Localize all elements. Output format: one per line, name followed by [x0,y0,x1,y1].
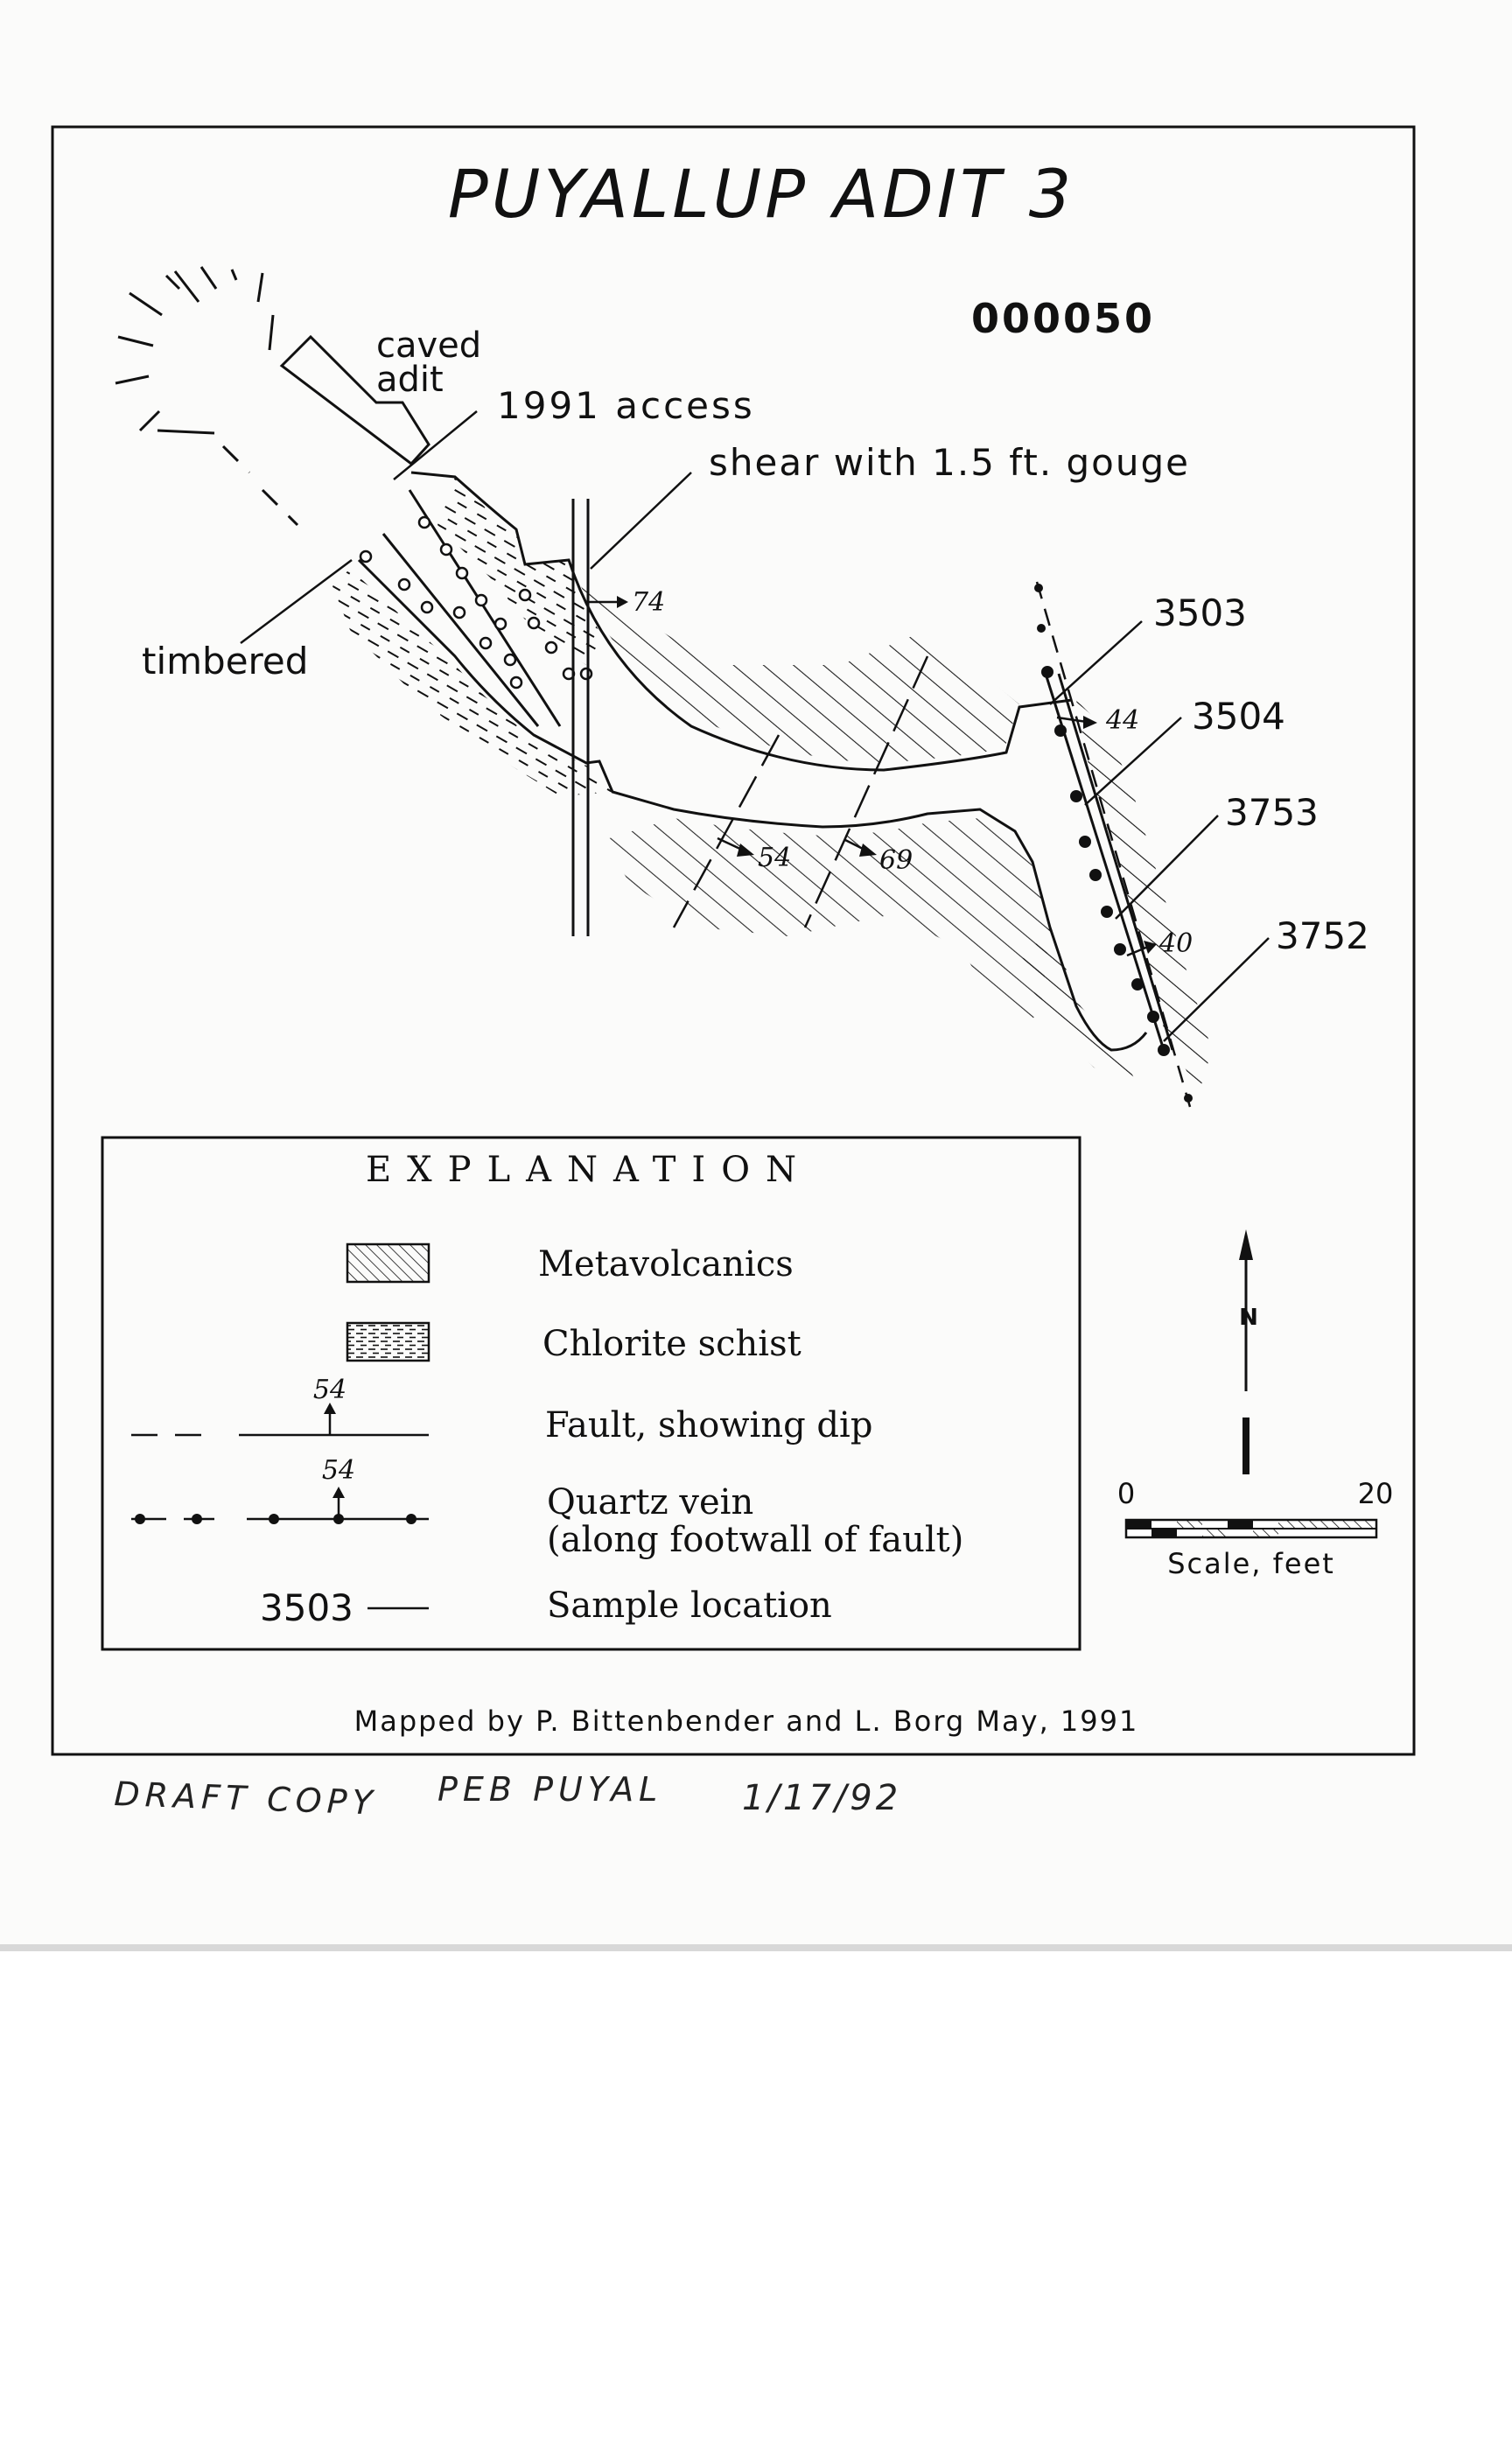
document-number-stamp: 000050 [971,295,1156,342]
svg-text:20: 20 [1357,1477,1394,1510]
svg-text:Metavolcanics: Metavolcanics [538,1244,794,1284]
svg-text:74: 74 [632,587,666,618]
svg-text:54: 54 [758,843,792,873]
sample-3503 [1050,592,1247,704]
shear-label: shear with 1.5 ft. gouge [709,441,1190,484]
scale-bar [1117,1477,1394,1580]
shear-zone [573,499,588,936]
svg-text:3752: 3752 [1276,914,1369,957]
explanation-box [102,1138,1080,1649]
svg-text:3753: 3753 [1225,791,1319,834]
legend-metavolcanics [347,1244,794,1284]
explanation-title: EXPLANATION [365,1150,813,1190]
svg-text:44: 44 [1106,705,1140,736]
chlorite-schist-area [332,477,612,796]
svg-text:0: 0 [1116,1477,1136,1510]
mapped-by-credit: Mapped by P. Bittenbender and L. Borg May, 1991 [354,1704,1139,1738]
metavolcanics-area [573,569,1212,1094]
svg-text:Scale, feet: Scale, feet [1167,1547,1335,1580]
north-arrow-letter: N [1239,1305,1258,1331]
svg-text:caved: caved [376,326,482,366]
svg-text:3503: 3503 [260,1586,354,1629]
timbered-leader-line [241,560,352,643]
svg-text:54: 54 [312,1375,347,1405]
legend-fault [131,1375,872,1446]
svg-text:Fault, showing dip: Fault, showing dip [545,1405,873,1446]
svg-text:Quartz vein: Quartz vein [547,1482,754,1522]
svg-text:Sample location: Sample location [547,1586,832,1626]
map-title: PUYALLUP ADIT 3 [447,155,1075,233]
svg-text:PEB PUYAL: PEB PUYAL [438,1770,663,1809]
legend-chlorite-schist [347,1323,802,1364]
svg-text:54: 54 [321,1455,356,1486]
svg-text:3503: 3503 [1153,592,1247,634]
access-leader-line [394,411,477,480]
svg-text:Chlorite schist: Chlorite schist [542,1324,802,1364]
svg-text:adit: adit [376,360,444,400]
svg-text:69: 69 [879,845,914,876]
handwritten-draft-note [114,1770,902,1823]
shear-leader-line [591,472,691,569]
svg-text:(along footwall of fault): (along footwall of fault) [547,1520,964,1560]
north-arrow [1239,1229,1258,1474]
caved-adit-label [376,326,481,400]
access-label: 1991 access [497,384,755,427]
timbered-label: timbered [142,640,309,682]
svg-text:40: 40 [1159,928,1194,959]
svg-text:3504: 3504 [1192,695,1285,738]
legend-sample-location [260,1586,832,1629]
svg-text:1/17/92: 1/17/92 [742,1778,902,1818]
legend-quartz-vein [131,1455,963,1560]
svg-text:DRAFT COPY: DRAFT COPY [113,1774,379,1823]
